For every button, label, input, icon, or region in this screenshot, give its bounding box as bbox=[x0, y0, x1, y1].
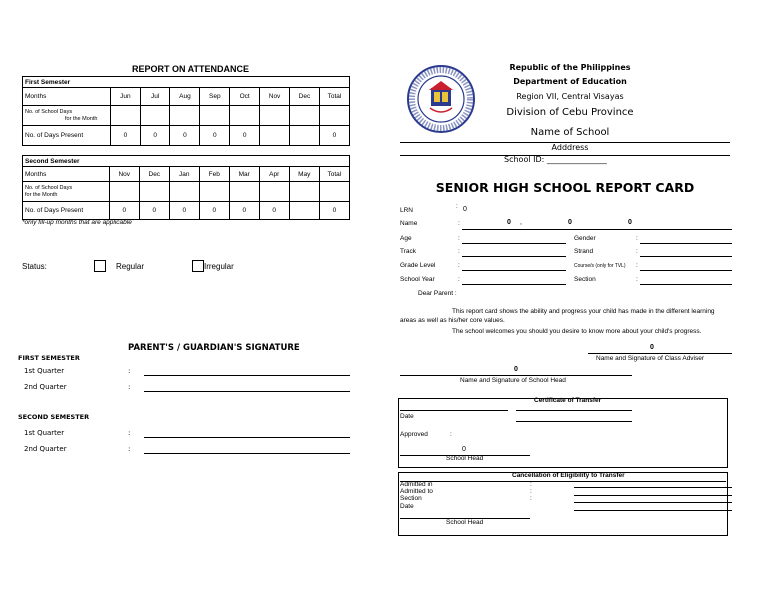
department-label: Department of Education bbox=[513, 77, 627, 86]
school-year-field[interactable] bbox=[462, 284, 566, 285]
present-cell: 0 bbox=[109, 202, 139, 220]
cancel-head-label: School Head bbox=[446, 519, 484, 526]
present-cell bbox=[289, 202, 319, 220]
cancel-date-field[interactable] bbox=[574, 510, 732, 511]
head-name-value[interactable]: 0 bbox=[514, 366, 518, 373]
school-id[interactable]: School ID: _______________ bbox=[504, 155, 607, 164]
first-semester-label: First Semester bbox=[23, 77, 350, 88]
first-semester-table bbox=[22, 76, 350, 146]
month-cell: Aug bbox=[170, 88, 200, 106]
transfer-date-field[interactable] bbox=[516, 421, 632, 422]
present-cell bbox=[260, 126, 290, 146]
age-label: Age bbox=[400, 235, 412, 242]
first-sem-q1-signature-line[interactable] bbox=[144, 375, 350, 376]
regular-checkbox[interactable] bbox=[94, 260, 106, 272]
present-cell: 0 bbox=[139, 202, 169, 220]
section-label: Section bbox=[574, 276, 596, 283]
letter-paragraph-1b: areas as well as his/her core values. bbox=[400, 317, 505, 324]
admitted-to-field[interactable] bbox=[574, 495, 732, 496]
present-cell: 0 bbox=[170, 126, 200, 146]
present-cell: 0 bbox=[169, 202, 199, 220]
present-cell: 0 bbox=[229, 202, 259, 220]
month-cell: Jul bbox=[140, 88, 170, 106]
cancellation-title: Cancellation of Eligibility to Transfer bbox=[512, 472, 625, 479]
admitted-in-field[interactable] bbox=[574, 487, 732, 488]
days-present-label: No. of Days Present bbox=[23, 126, 111, 146]
month-cell: Apr bbox=[259, 167, 289, 182]
cancel-date-label: Date bbox=[400, 503, 414, 510]
month-cell: May bbox=[289, 167, 319, 182]
transfer-head-label: School Head bbox=[446, 455, 484, 462]
month-cell: Total bbox=[319, 167, 349, 182]
strand-label: Strand bbox=[574, 248, 594, 255]
adviser-name-value[interactable]: 0 bbox=[650, 344, 654, 351]
school-year-label: School Year bbox=[400, 276, 435, 283]
second-semester-table bbox=[22, 155, 350, 220]
school-days-label: No. of School Days for the Month bbox=[23, 182, 110, 202]
month-cell: Mar bbox=[229, 167, 259, 182]
irregular-checkbox[interactable] bbox=[192, 260, 204, 272]
month-cell: Nov bbox=[260, 88, 290, 106]
gender-label: Gender bbox=[574, 235, 596, 242]
deped-seal-icon bbox=[406, 64, 476, 134]
letter-paragraph-1a: This report card shows the ability and progress your child has made in the different learning bbox=[452, 308, 715, 315]
second-semester-label: Second Semester bbox=[23, 156, 350, 167]
regular-label: Regular bbox=[116, 262, 145, 271]
present-cell bbox=[289, 126, 319, 146]
month-cell: Jan bbox=[169, 167, 199, 182]
track-label: Track bbox=[400, 248, 417, 255]
cancel-section-field[interactable] bbox=[574, 502, 732, 503]
second-semester-heading: SECOND SEMESTER bbox=[18, 413, 90, 421]
school-address[interactable]: Adddress bbox=[551, 143, 589, 152]
republic-label: Republic of the Philippines bbox=[509, 63, 631, 72]
first-semester-heading: FIRST SEMESTER bbox=[18, 354, 80, 362]
first-sem-q2-label: 2nd Quarter bbox=[24, 383, 67, 391]
region-label: Region VII, Central Visayas bbox=[516, 92, 624, 101]
lrn-value[interactable]: 0 bbox=[463, 206, 467, 213]
course-field[interactable] bbox=[640, 270, 732, 271]
certificate-title: Certificate of Transfer bbox=[534, 397, 602, 404]
irregular-label: Irregular bbox=[204, 262, 234, 271]
strand-field[interactable] bbox=[640, 256, 732, 257]
attendance-title: REPORT ON ATTENDANCE bbox=[132, 64, 249, 74]
month-cell: Dec bbox=[139, 167, 169, 182]
month-cell: Sep bbox=[200, 88, 230, 106]
status-label: Status: bbox=[22, 262, 47, 271]
age-field[interactable] bbox=[462, 243, 566, 244]
name-value-middle[interactable]: 0 bbox=[628, 219, 632, 226]
approved-label: Approved bbox=[400, 431, 428, 438]
grade-level-label: Grade Level bbox=[400, 262, 436, 269]
name-label: Name bbox=[400, 220, 418, 227]
present-cell: 0 bbox=[259, 202, 289, 220]
school-head-label: Name and Signature of School Head bbox=[460, 377, 566, 384]
signature-title: PARENT'S / GUARDIAN'S SIGNATURE bbox=[128, 343, 300, 353]
report-card-title: SENIOR HIGH SCHOOL REPORT CARD bbox=[435, 180, 695, 195]
name-value-last[interactable]: 0 bbox=[507, 219, 511, 226]
month-cell: Oct bbox=[230, 88, 260, 106]
second-sem-q2-label: 2nd Quarter bbox=[24, 445, 67, 453]
course-label: Course/s (only for TVL) bbox=[574, 263, 626, 269]
admitted-in-label: Admitted in bbox=[400, 481, 433, 488]
school-name[interactable]: Name of School bbox=[530, 127, 610, 138]
first-sem-q2-signature-line[interactable] bbox=[144, 391, 350, 392]
present-cell: 0 bbox=[230, 126, 260, 146]
school-days-label: No. of School Days for the Month bbox=[23, 106, 111, 126]
month-cell: Dec bbox=[289, 88, 319, 106]
admitted-to-label: Admitted to bbox=[400, 488, 433, 495]
attendance-note: *only fill-up months that are applicable bbox=[22, 219, 132, 226]
dear-parent: Dear Parent : bbox=[418, 290, 457, 297]
months-header: Months bbox=[23, 167, 110, 182]
second-sem-q2-signature-line[interactable] bbox=[144, 453, 350, 454]
present-cell: 0 bbox=[319, 126, 349, 146]
present-cell: 0 bbox=[111, 126, 141, 146]
month-cell: Feb bbox=[199, 167, 229, 182]
name-value-first[interactable]: 0 bbox=[568, 219, 572, 226]
letter-paragraph-2: The school welcomes you should you desire to know more about your child's progress. bbox=[452, 328, 702, 335]
adviser-label: Name and Signature of Class Adviser bbox=[596, 355, 705, 362]
gender-field[interactable] bbox=[640, 243, 732, 244]
second-sem-q1-signature-line[interactable] bbox=[144, 437, 350, 438]
month-cell: Total bbox=[319, 88, 349, 106]
month-cell: Jun bbox=[111, 88, 141, 106]
grade-level-field[interactable] bbox=[462, 270, 566, 271]
days-present-label: No. of Days Present bbox=[23, 202, 110, 220]
month-cell: Nov bbox=[109, 167, 139, 182]
track-field[interactable] bbox=[462, 256, 566, 257]
section-field[interactable] bbox=[640, 284, 732, 285]
months-header: Months bbox=[23, 88, 111, 106]
first-sem-q1-label: 1st Quarter bbox=[24, 367, 65, 375]
present-cell: 0 bbox=[140, 126, 170, 146]
cancel-section-label: Section bbox=[400, 495, 422, 502]
division-label: Division of Cebu Province bbox=[506, 107, 634, 118]
lrn-label: LRN bbox=[400, 207, 414, 214]
transfer-date-label: Date bbox=[400, 413, 414, 420]
present-cell: 0 bbox=[319, 202, 349, 220]
present-cell: 0 bbox=[200, 126, 230, 146]
present-cell: 0 bbox=[199, 202, 229, 220]
second-sem-q1-label: 1st Quarter bbox=[24, 429, 65, 437]
transfer-head-value[interactable]: 0 bbox=[462, 446, 466, 453]
